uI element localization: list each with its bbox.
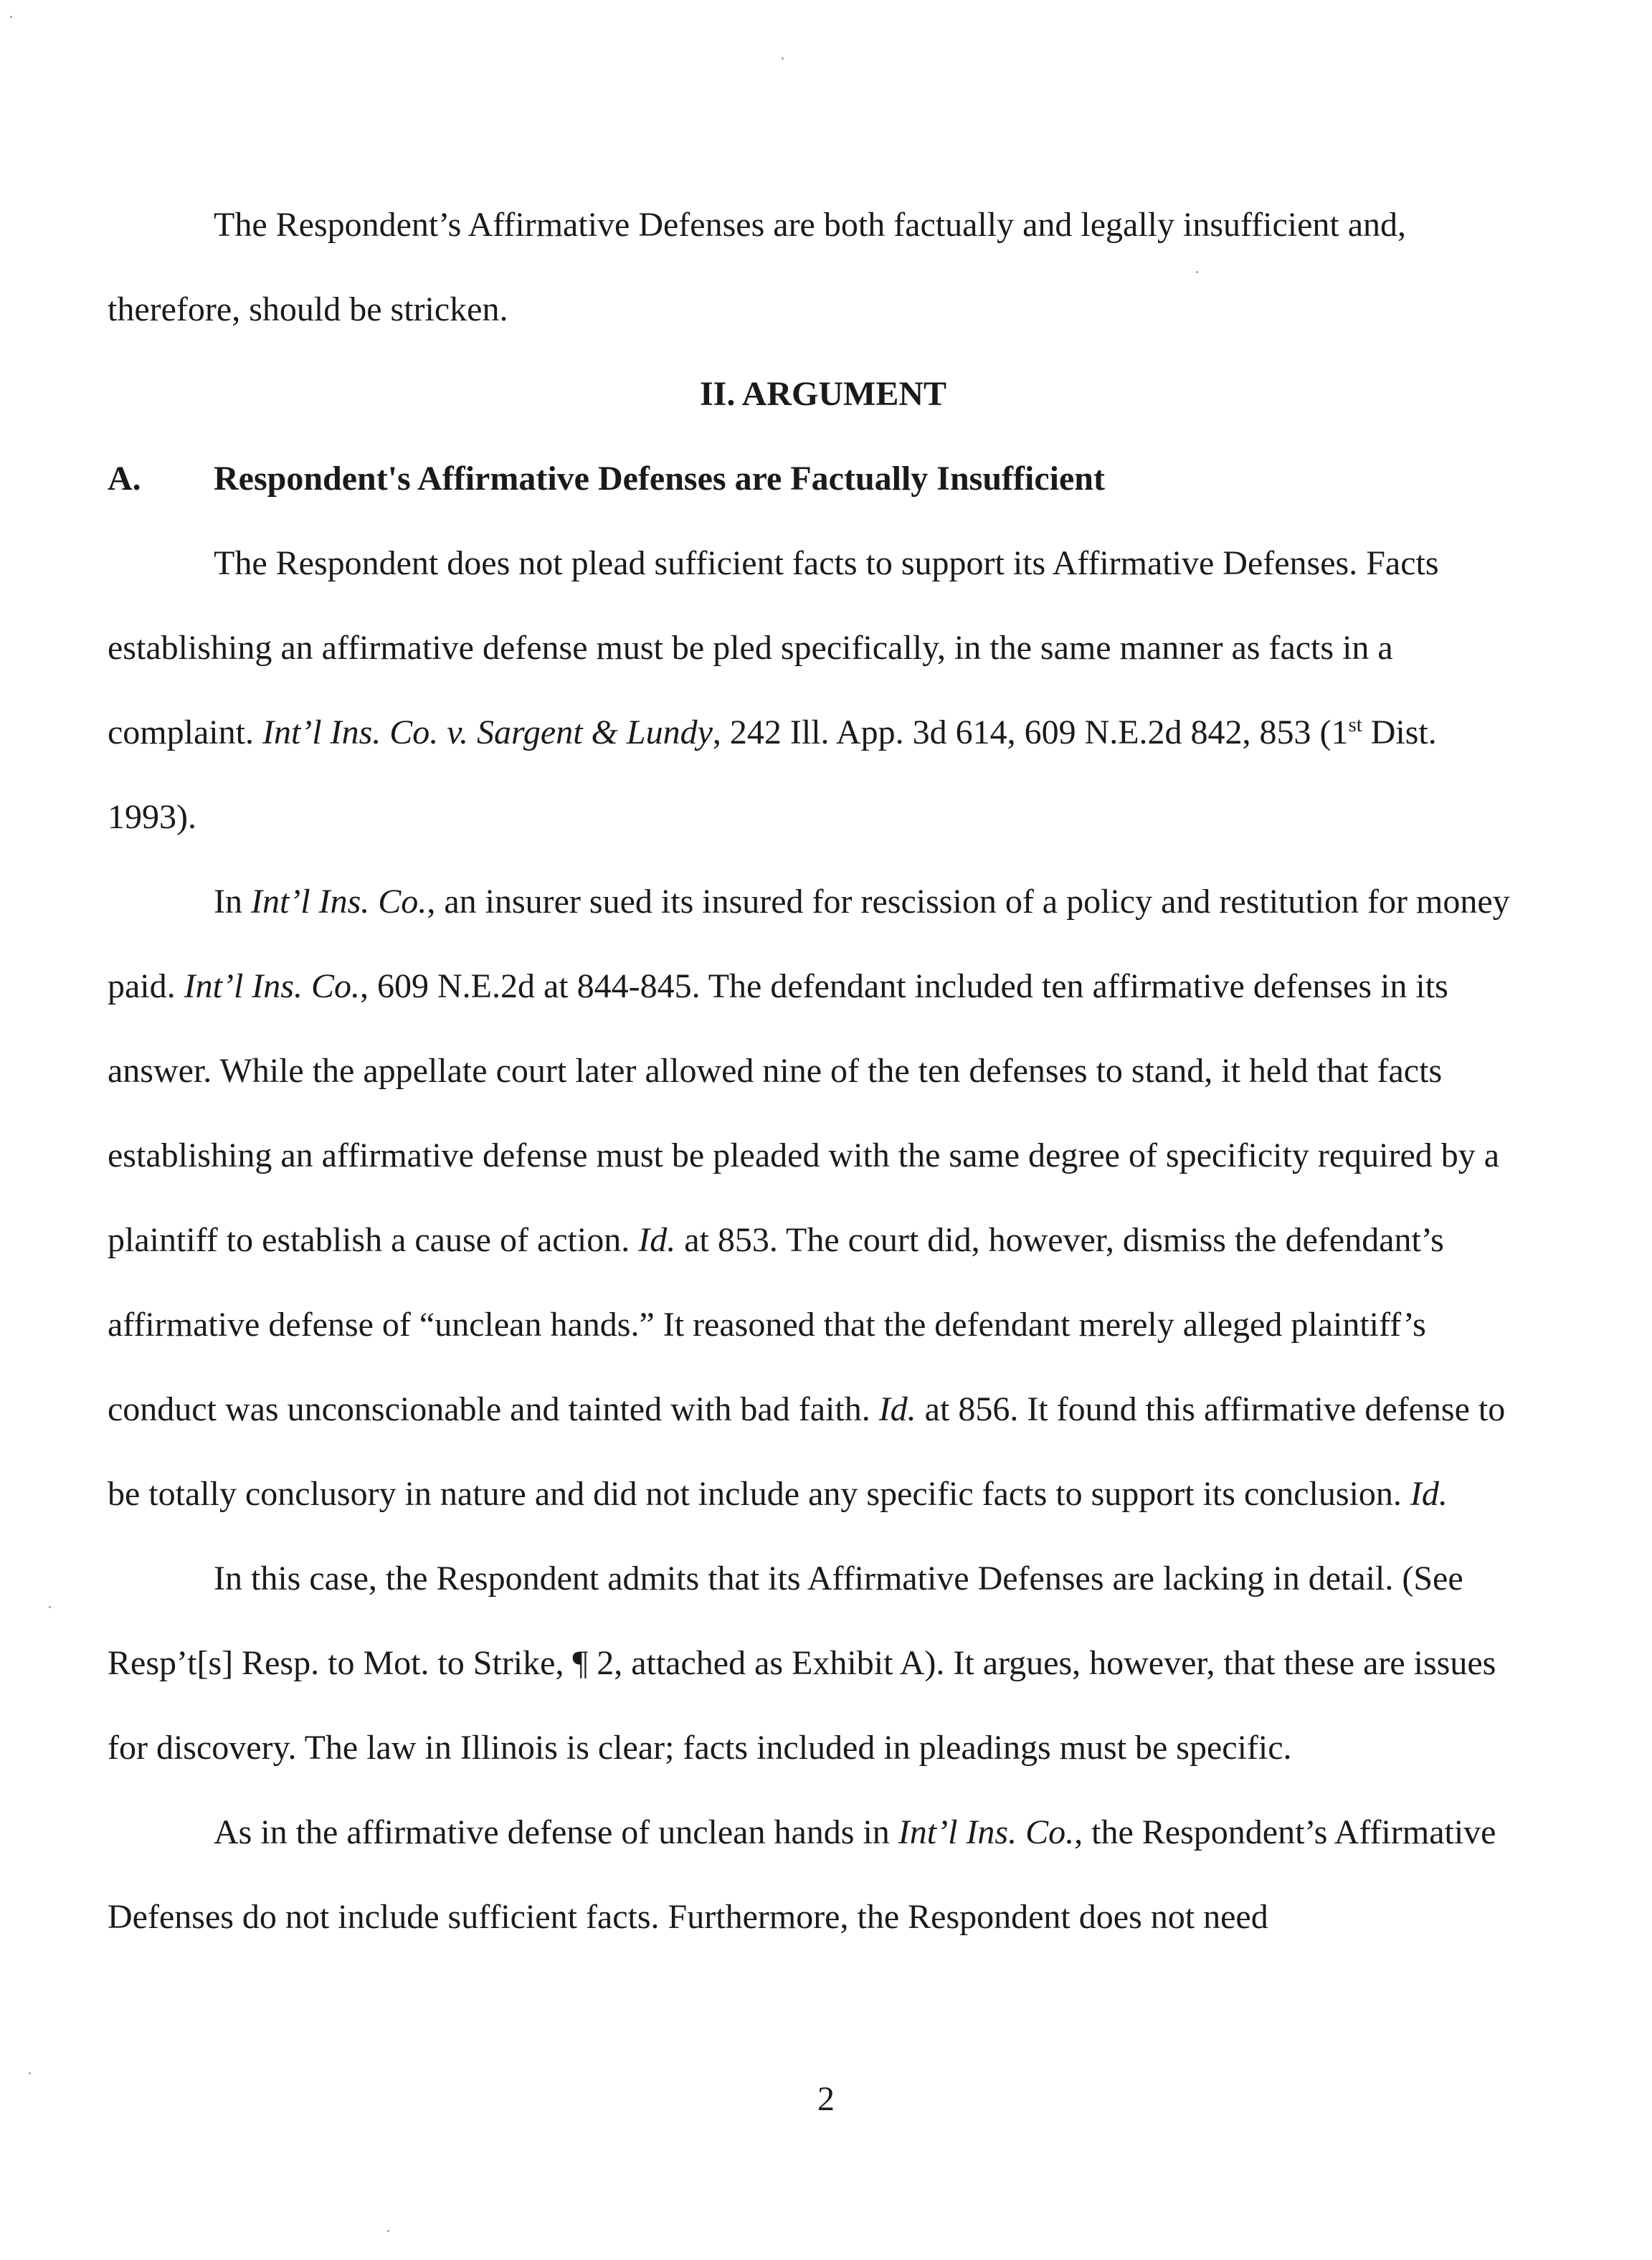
paragraph-unclean-hands	[108, 1790, 1513, 1960]
case-short-name: Int’l Ins. Co.	[898, 1813, 1075, 1851]
scan-speck	[29, 2072, 31, 2074]
p4-text-b: , the Respondent’s Affirmative Defenses do not include sufficient facts. Furthermore, the Respondent does not need	[108, 1813, 1496, 1936]
scan-speck	[10, 16, 12, 18]
p1-text-c: Dist. 1993).	[108, 713, 1437, 836]
paragraph-case-discussion	[108, 860, 1513, 1537]
p1-text-a: The Respondent does not plead sufficient facts to support its Affirmative Defenses. Facts establishing an affirmative defense must be pled specifically, in the same manner as facts in a complaint.	[108, 544, 1439, 751]
p2-text-d: at 853. The court did, however, dismiss the defendant’s affirmative defense of “unclean hands.” It reasoned that the defendant merely alleged plaintiff’s conduct was unconscionable and tainted with bad faith.	[108, 1221, 1444, 1428]
subheading-title: Respondent's Affirmative Defenses are Factually Insufficient	[214, 460, 1105, 498]
scan-speck	[387, 2230, 389, 2232]
p4-text-a: As in the affirmative defense of unclean hands in	[214, 1813, 898, 1851]
p2-text-e: at 856. It found this affirmative defense to be totally conclusory in nature and did not include any specific facts to support its conclusion.	[108, 1390, 1506, 1513]
paragraph-respondent-admission: In this case, the Respondent admits that its Affirmative Defenses are lacking in detail. (See Resp’t[s] Resp. to Mot. to Strike, ¶ 2, attached as Exhibit A). It argues, however, that these are issues for discovery. The law in Illinois is clear; facts included in pleadings must be specific.	[108, 1559, 1496, 1767]
ordinal-superscript: st	[1348, 713, 1362, 736]
intro-paragraph: The Respondent’s Affirmative Defenses are both factually and legally insufficient and, therefore, should be stricken.	[108, 206, 1407, 328]
case-citation-name: Int’l Ins. Co. v. Sargent & Lundy	[262, 713, 713, 751]
p2-text-a: In	[214, 883, 251, 921]
scan-speck	[782, 57, 784, 60]
subheading-letter: A.	[108, 460, 141, 498]
id-citation: Id.	[1410, 1475, 1448, 1513]
case-short-name: Int’l Ins. Co.	[250, 883, 427, 921]
id-citation: Id.	[638, 1221, 676, 1259]
case-short-name: Int’l Ins. Co.	[184, 967, 360, 1005]
paragraph-pleading-standard	[108, 521, 1513, 860]
p1-text-b: , 242 Ill. App. 3d 614, 609 N.E.2d 842, 853 (1	[712, 713, 1349, 751]
scan-speck	[49, 1606, 51, 1608]
id-citation: Id.	[878, 1390, 916, 1428]
p2-text-b: , an insurer sued its insured for rescission of a policy and restitution for money paid.	[108, 883, 1510, 1005]
page-number: 2	[817, 2080, 835, 2118]
p2-text-c: , 609 N.E.2d at 844-845. The defendant included ten affirmative defenses in its answer. While the appellate court later allowed nine of the ten defenses to stand, it held that facts establishing an affirmative defense must be pleaded with the same degree of specificity required by a plaintiff to establish a cause of action.	[108, 967, 1500, 1259]
subheading	[108, 437, 1513, 521]
document-body	[108, 183, 1513, 1960]
section-heading: II. ARGUMENT	[699, 375, 947, 413]
scan-speck	[1196, 271, 1198, 273]
